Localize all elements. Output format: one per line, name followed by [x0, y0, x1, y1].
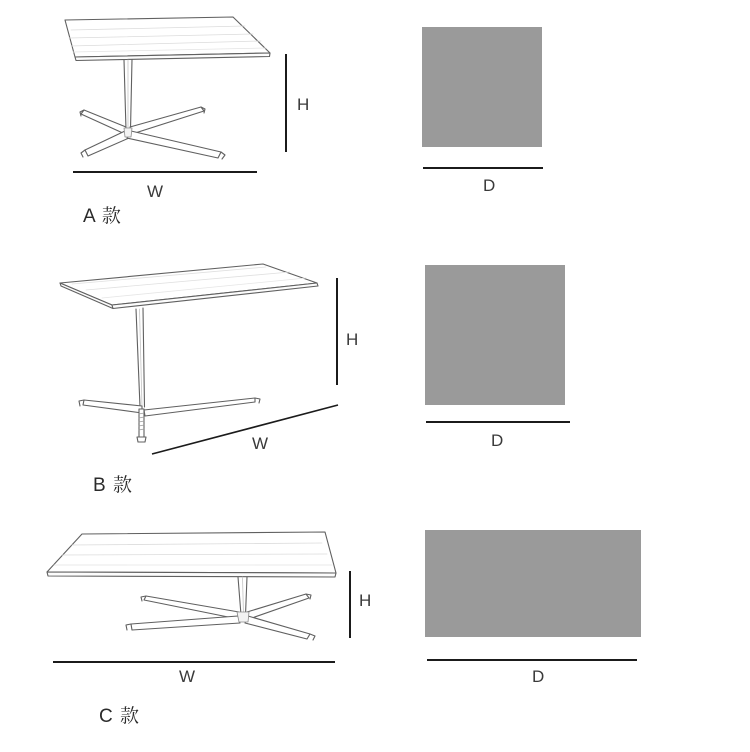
depth-swatch-c [425, 530, 641, 637]
width-label-b: W [252, 434, 269, 453]
width-dimension-line-c [53, 661, 335, 663]
depth-label-c: D [532, 667, 545, 686]
low-coffee-table-sketch-icon [40, 525, 345, 650]
width-label-a: W [147, 182, 164, 201]
depth-dimension-line-a [423, 167, 543, 169]
depth-dimension-line-b [426, 421, 570, 423]
height-dimension-line-c [349, 571, 351, 638]
variant-label-a: A 款 [83, 206, 122, 227]
width-dimension-line-b [145, 398, 345, 460]
variant-label-b: B 款 [93, 475, 133, 496]
variant-label-c: C 款 [99, 706, 141, 727]
width-dimension-line-a [73, 171, 257, 173]
width-label-c: W [179, 667, 196, 686]
depth-swatch-a [422, 27, 542, 147]
height-dimension-line-b [336, 278, 338, 385]
square-pedestal-table-sketch-icon [55, 8, 280, 163]
depth-label-a: D [483, 176, 496, 195]
depth-label-b: D [491, 431, 504, 450]
depth-dimension-line-c [427, 659, 637, 661]
height-label-c: H [359, 591, 372, 610]
depth-swatch-b [425, 265, 565, 405]
height-dimension-line-a [285, 54, 287, 152]
height-label-b: H [346, 330, 359, 349]
height-label-a: H [297, 95, 310, 114]
